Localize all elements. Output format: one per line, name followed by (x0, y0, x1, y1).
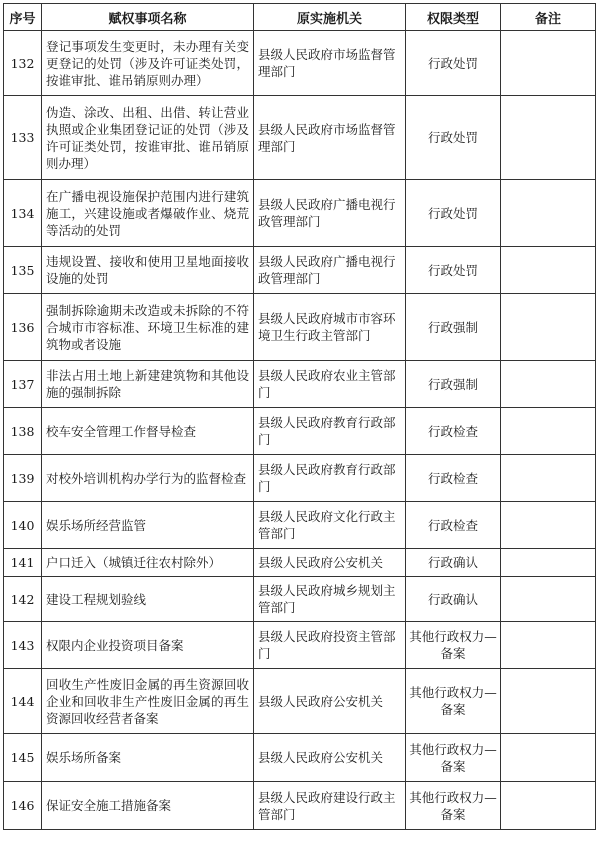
row-number: 143 (4, 622, 42, 669)
row-number: 141 (4, 549, 42, 577)
row-number: 144 (4, 669, 42, 734)
item-name: 回收生产性废旧金属的再生资源回收企业和回收非生产性废旧金属的再生资源回收经营者备案 (42, 669, 254, 734)
table-row (4, 577, 596, 622)
item-name: 保证安全施工措施备案 (42, 782, 254, 830)
item-name: 户口迁入（城镇迁往农村除外） (42, 549, 254, 577)
row-number: 137 (4, 361, 42, 408)
table-row (4, 361, 596, 408)
authority-type: 行政处罚 (406, 96, 501, 180)
header-authority-type: 权限类型 (406, 4, 501, 31)
remarks-cell (501, 669, 596, 734)
row-number: 132 (4, 31, 42, 96)
authority-type: 其他行政权力—备案 (406, 734, 501, 782)
item-name: 权限内企业投资项目备案 (42, 622, 254, 669)
header-original-agency: 原实施机关 (254, 4, 406, 31)
header-item-name: 赋权事项名称 (42, 4, 254, 31)
table-row (4, 180, 596, 247)
row-number: 133 (4, 96, 42, 180)
remarks-cell (501, 622, 596, 669)
item-name: 对校外培训机构办学行为的监督检查 (42, 455, 254, 502)
row-number: 135 (4, 247, 42, 294)
row-number: 136 (4, 294, 42, 361)
item-name: 娱乐场所备案 (42, 734, 254, 782)
original-agency: 县级人民政府公安机关 (254, 549, 406, 577)
row-number: 134 (4, 180, 42, 247)
table-row (4, 622, 596, 669)
item-name: 违规设置、接收和使用卫星地面接收设施的处罚 (42, 247, 254, 294)
remarks-cell (501, 96, 596, 180)
original-agency: 县级人民政府农业主管部门 (254, 361, 406, 408)
item-name: 非法占用土地上新建建筑物和其他设施的强制拆除 (42, 361, 254, 408)
row-number: 139 (4, 455, 42, 502)
authority-table (3, 3, 596, 830)
remarks-cell (501, 294, 596, 361)
original-agency: 县级人民政府投资主管部门 (254, 622, 406, 669)
table-row (4, 782, 596, 830)
row-number: 140 (4, 502, 42, 549)
item-name: 伪造、涂改、出租、出借、转让营业执照或企业集团登记证的处罚（涉及许可证类处罚，按谁审批、谁吊销原则办理） (42, 96, 254, 180)
authority-type: 行政确认 (406, 549, 501, 577)
table-row (4, 455, 596, 502)
row-number: 146 (4, 782, 42, 830)
remarks-cell (501, 31, 596, 96)
row-number: 142 (4, 577, 42, 622)
original-agency: 县级人民政府市场监督管理部门 (254, 31, 406, 96)
remarks-cell (501, 734, 596, 782)
authority-type: 其他行政权力—备案 (406, 669, 501, 734)
remarks-cell (501, 502, 596, 549)
authority-type: 行政确认 (406, 577, 501, 622)
header-row (4, 4, 596, 31)
row-number: 138 (4, 408, 42, 455)
remarks-cell (501, 782, 596, 830)
original-agency: 县级人民政府建设行政主管部门 (254, 782, 406, 830)
original-agency: 县级人民政府文化行政主管部门 (254, 502, 406, 549)
authority-type: 行政强制 (406, 294, 501, 361)
table-row (4, 502, 596, 549)
item-name: 登记事项发生变更时，未办理有关变更登记的处罚（涉及许可证类处罚，按谁审批、谁吊销原则办理） (42, 31, 254, 96)
row-number: 145 (4, 734, 42, 782)
original-agency: 县级人民政府广播电视行政管理部门 (254, 180, 406, 247)
original-agency: 县级人民政府公安机关 (254, 669, 406, 734)
item-name: 在广播电视设施保护范围内进行建筑施工，兴建设施或者爆破作业、烧荒等活动的处罚 (42, 180, 254, 247)
authority-type: 其他行政权力—备案 (406, 782, 501, 830)
authority-type: 行政处罚 (406, 31, 501, 96)
header-no: 序号 (4, 4, 42, 31)
authority-type: 行政检查 (406, 502, 501, 549)
item-name: 强制拆除逾期未改造或未拆除的不符合城市市容标准、环境卫生标准的建筑物或者设施 (42, 294, 254, 361)
header-remarks: 备注 (501, 4, 596, 31)
table-row (4, 96, 596, 180)
table-row (4, 408, 596, 455)
remarks-cell (501, 180, 596, 247)
authority-type: 行政检查 (406, 455, 501, 502)
remarks-cell (501, 361, 596, 408)
authority-type: 行政检查 (406, 408, 501, 455)
item-name: 娱乐场所经营监管 (42, 502, 254, 549)
remarks-cell (501, 247, 596, 294)
original-agency: 县级人民政府教育行政部门 (254, 455, 406, 502)
original-agency: 县级人民政府城乡规划主管部门 (254, 577, 406, 622)
original-agency: 县级人民政府城市市容环境卫生行政主管部门 (254, 294, 406, 361)
table-row (4, 669, 596, 734)
original-agency: 县级人民政府公安机关 (254, 734, 406, 782)
remarks-cell (501, 455, 596, 502)
document-page (3, 3, 595, 830)
table-row (4, 549, 596, 577)
table-body (4, 31, 596, 830)
original-agency: 县级人民政府市场监督管理部门 (254, 96, 406, 180)
authority-type: 行政处罚 (406, 180, 501, 247)
remarks-cell (501, 408, 596, 455)
authority-type: 行政强制 (406, 361, 501, 408)
authority-type: 其他行政权力—备案 (406, 622, 501, 669)
authority-type: 行政处罚 (406, 247, 501, 294)
remarks-cell (501, 577, 596, 622)
original-agency: 县级人民政府教育行政部门 (254, 408, 406, 455)
original-agency: 县级人民政府广播电视行政管理部门 (254, 247, 406, 294)
table-row (4, 247, 596, 294)
remarks-cell (501, 549, 596, 577)
item-name: 校车安全管理工作督导检查 (42, 408, 254, 455)
table-row (4, 734, 596, 782)
item-name: 建设工程规划验线 (42, 577, 254, 622)
table-row (4, 31, 596, 96)
table-row (4, 294, 596, 361)
